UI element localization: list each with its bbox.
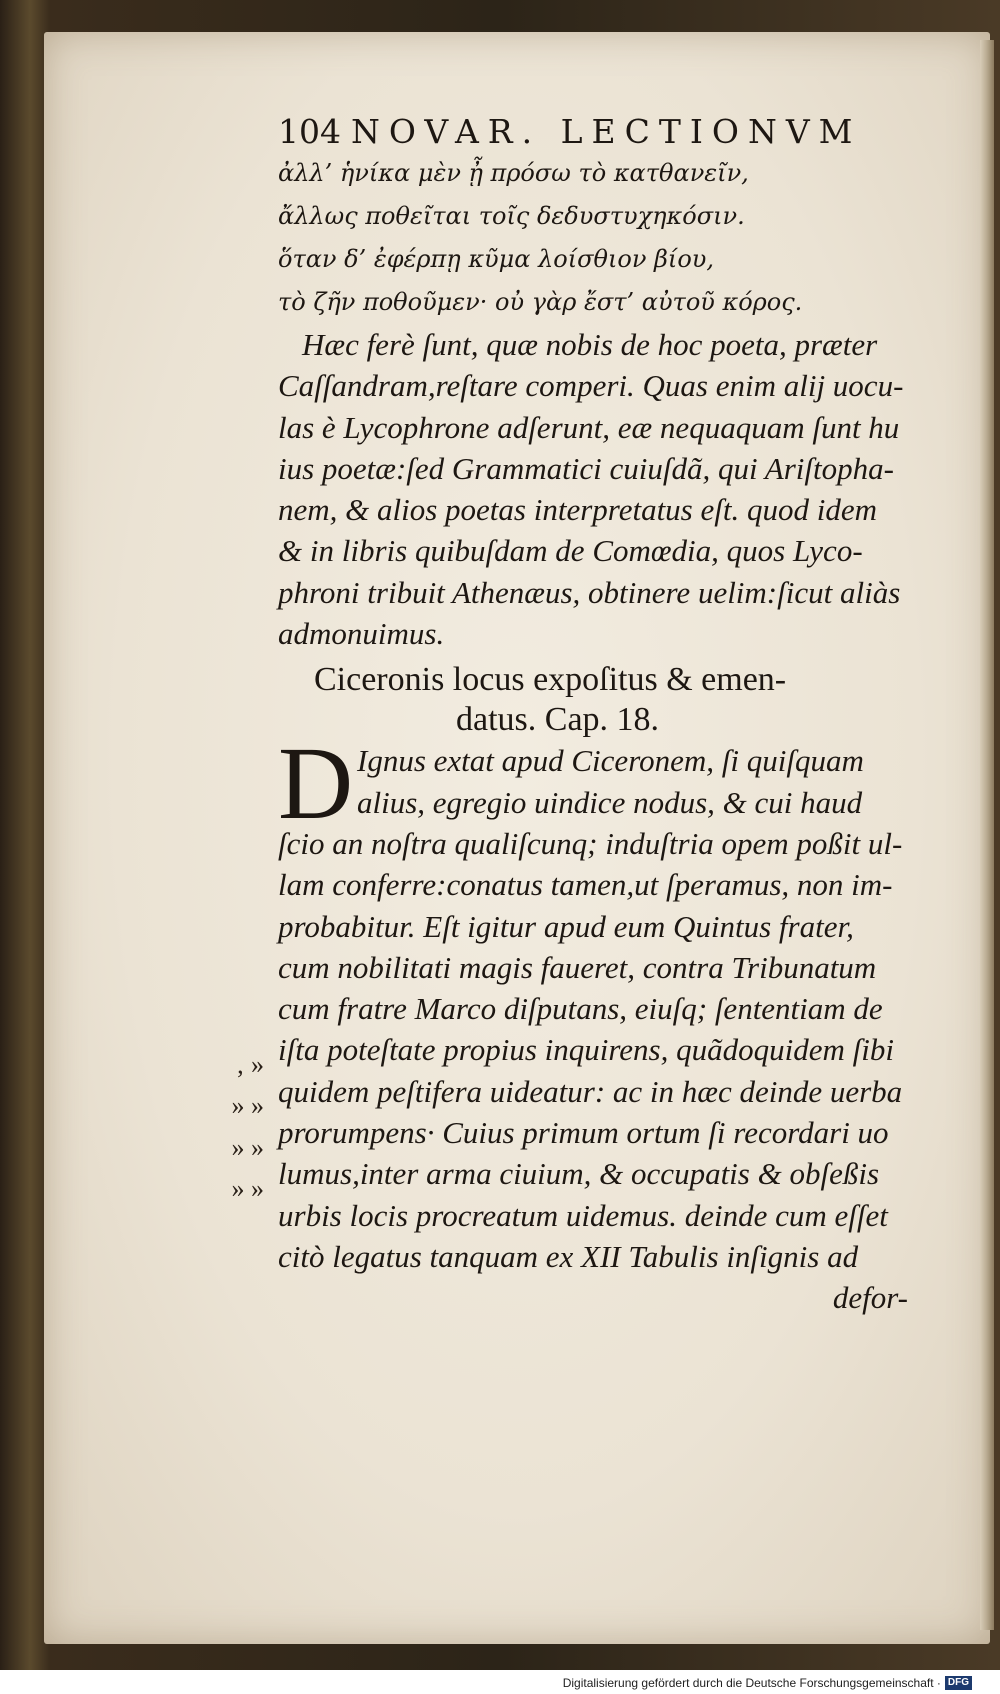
greek-quotation xyxy=(278,152,914,324)
digitization-credit xyxy=(563,1674,972,1692)
text-line: admonuimus. xyxy=(278,616,445,652)
page-number: 104 xyxy=(278,112,341,151)
text-line: ſcio an noſtra qualiſcunq; induſtria opem poßit ul- xyxy=(278,825,903,861)
paragraph-one xyxy=(278,324,914,654)
chapter-heading xyxy=(278,660,914,740)
text-line: prorumpens· Cuius primum ortum ſi recordari uo xyxy=(278,1115,889,1151)
text-line: Caſſandram,reſtare comperi. Quas enim alij uocu- xyxy=(278,368,904,404)
text-line: nem, & alios poetas interpretatus eſt. quod idem xyxy=(278,492,877,528)
chapter-heading-line: Ciceronis locus expoſitus & emen- xyxy=(314,661,787,699)
greek-line: ὅταν δ’ ἐφέρπῃ κῦμα λοίσθιον βίου, xyxy=(278,245,715,273)
greek-line: ἄλλως ποθεῖται τοῖς δεδυστυχηκόσιν. xyxy=(278,202,745,230)
margin-mark: » » xyxy=(231,1173,264,1203)
text-line: Hæc ferè ſunt, quæ nobis de hoc poeta, præter xyxy=(302,327,878,362)
text-line: quidem peſtifera uideatur: ac in hæc deinde uerba xyxy=(278,1073,903,1109)
text-line: citò legatus tanquam ex XII Tabulis inſignis ad xyxy=(278,1238,859,1274)
page-edge xyxy=(980,40,994,1630)
paragraph-two xyxy=(278,726,914,1318)
running-title: NOVAR. LECTIONVM xyxy=(351,112,862,151)
text-line: lam conferre:conatus tamen,ut ſperamus, non im- xyxy=(278,867,893,903)
greek-line: ἀλλ’ ἡνίκα μὲν ᾖ πρόσω τὸ κατθανεῖν, xyxy=(278,159,749,187)
greek-line: τὸ ζῆν ποθοῦμεν· οὐ γὰρ ἔστ’ αὐτοῦ κόρος. xyxy=(278,288,803,316)
page-text xyxy=(278,112,914,1319)
text-line: ius poetæ:ſed Grammatici cuiuſdã, qui Ariſtopha- xyxy=(278,450,894,486)
dfg-logo: DFG xyxy=(945,1676,972,1690)
margin-mark: ‚ » xyxy=(235,1050,264,1079)
drop-cap: D xyxy=(278,726,354,842)
text-line: cum nobilitati magis faueret, contra Tribunatum xyxy=(278,949,877,985)
text-line: phroni tribuit Athenæus, obtinere uelim:ſicut aliàs xyxy=(278,574,901,610)
text-line: Ignus extat apud Ciceronem, ſi quiſquam xyxy=(357,743,864,779)
margin-mark: » » xyxy=(231,1091,264,1121)
chapter-heading-line: datus. Cap. 18. xyxy=(456,701,660,739)
text-line: probabitur. Eſt igitur apud eum Quintus frater, xyxy=(278,908,854,944)
catchword: defor- xyxy=(832,1280,908,1316)
text-line: las è Lycophrone adſerunt, eæ nequaquam ſunt hu xyxy=(278,409,900,445)
running-head xyxy=(278,112,914,152)
text-line: urbis locis procreatum uidemus. deinde cum eſſet xyxy=(278,1197,888,1233)
margin-mark: » » xyxy=(231,1132,264,1162)
text-line: iſta poteſtate propius inquirens, quãdoquidem ſibi xyxy=(278,1032,894,1068)
text-line: alius, egregio uindice nodus, & cui haud xyxy=(357,784,863,820)
quotation-margin-marks xyxy=(228,1044,264,1209)
text-line: cum fratre Marco diſputans, eiuſq; ſententiam de xyxy=(278,991,883,1027)
text-line: lumus,inter arma ciuium, & occupatis & obſeßis xyxy=(278,1156,880,1192)
text-line: & in libris quibuſdam de Comœdia, quos Lyco- xyxy=(278,533,863,569)
credit-text: Digitalisierung gefördert durch die Deutsche Forschungsgemeinschaft · xyxy=(562,1676,941,1690)
